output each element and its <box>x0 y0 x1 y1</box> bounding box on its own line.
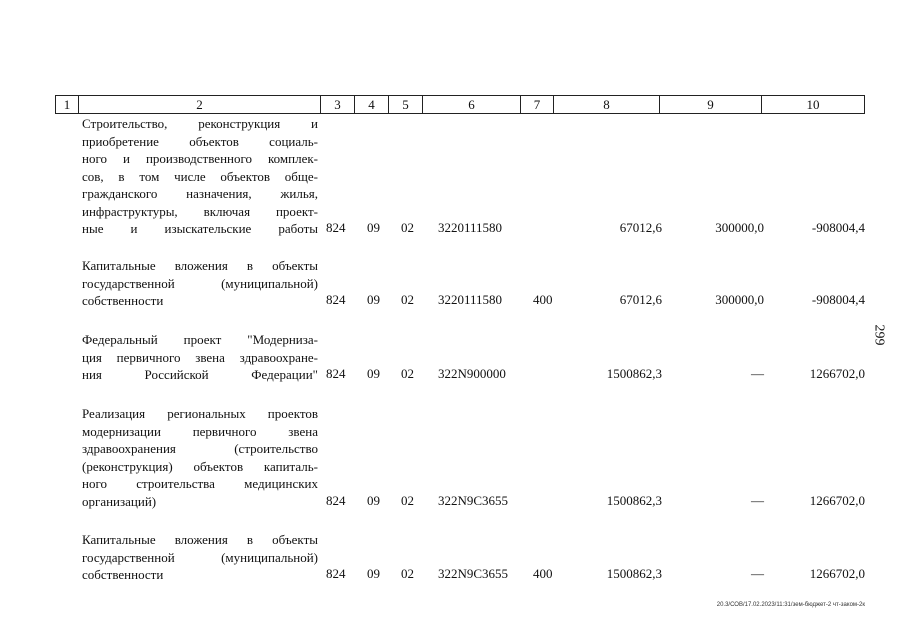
row-description <box>82 331 318 384</box>
cell-ministry: 824 <box>326 566 346 581</box>
cell-ministry: 824 <box>326 292 346 307</box>
cell-ministry: 824 <box>326 493 346 508</box>
desc-line: организаций) <box>82 493 157 509</box>
desc-line: государственной (муниципальной) <box>82 549 318 565</box>
row-description <box>82 115 318 238</box>
cell-amount-8: 1500862,3 <box>606 566 662 581</box>
cell-section: 09 <box>367 220 380 235</box>
desc-line: сов, в том числе объектов обще- <box>82 168 318 184</box>
cell-amount-9: 300000,0 <box>715 220 764 235</box>
desc-line: инфраструктуры, включая проект- <box>82 203 318 219</box>
page-number: 299 <box>871 324 887 346</box>
cell-amount-8: 67012,6 <box>619 292 662 307</box>
cell-subsection: 02 <box>401 220 414 235</box>
desc-line: ного и производственного комплек- <box>82 151 318 166</box>
row-description <box>82 405 318 510</box>
cell-target-article: 322N900000 <box>438 366 506 381</box>
header-row-table <box>55 95 865 114</box>
desc-line: Капитальные вложения в объекты <box>82 258 318 273</box>
header-col-8: 8 <box>554 96 660 114</box>
cell-amount-8: 1500862,3 <box>606 366 662 381</box>
cell-target-article: 322N9C3655 <box>438 566 509 581</box>
cell-amount-9: — <box>751 566 764 581</box>
header-col-5: 5 <box>389 96 423 114</box>
cell-ministry: 824 <box>326 220 346 235</box>
header-col-3: 3 <box>321 96 355 114</box>
header-col-10: 10 <box>762 96 865 114</box>
header-col-6: 6 <box>423 96 521 114</box>
cell-expense-type: 400 <box>533 292 553 307</box>
row-description <box>82 531 318 584</box>
desc-line: приобретение объектов социаль- <box>82 133 318 149</box>
cell-section: 09 <box>367 566 380 581</box>
header-col-1: 1 <box>56 96 79 114</box>
cell-section: 09 <box>367 493 380 508</box>
cell-section: 09 <box>367 292 380 307</box>
cell-subsection: 02 <box>401 566 414 581</box>
desc-line: здравоохранения (строительство <box>82 441 318 456</box>
desc-line: ния Российской Федерации" <box>82 367 318 382</box>
desc-line: собственности <box>82 293 164 308</box>
desc-line: собственности <box>82 567 164 582</box>
row-description <box>82 257 318 310</box>
desc-line: ция первичного звена здравоохране- <box>82 349 318 365</box>
desc-line: гражданского назначения, жилья, <box>82 186 318 201</box>
cell-amount-10: 1266702,0 <box>809 566 865 581</box>
cell-amount-10: 1266702,0 <box>809 493 865 508</box>
header-col-7: 7 <box>521 96 554 114</box>
desc-line: Федеральный проект "Модерниза- <box>82 332 318 347</box>
desc-line: модернизации первичного звена <box>82 423 318 439</box>
desc-line: (реконструкция) объектов капиталь- <box>82 458 318 474</box>
cell-amount-10: -908004,4 <box>811 220 865 235</box>
cell-amount-9: — <box>751 493 764 508</box>
cell-amount-10: -908004,4 <box>811 292 865 307</box>
print-footer: 20.3/СОВ/17.02.2023/11:31/зем-бюджет-2 чт-заком-2к <box>716 602 865 608</box>
cell-section: 09 <box>367 366 380 381</box>
header-col-9: 9 <box>660 96 762 114</box>
cell-subsection: 02 <box>401 493 414 508</box>
cell-amount-9: — <box>751 366 764 381</box>
cell-subsection: 02 <box>401 292 414 307</box>
cell-target-article: 322N9C3655 <box>438 493 509 508</box>
desc-line: ного строительства медицинских <box>82 476 318 491</box>
desc-line: Реализация региональных проектов <box>82 406 318 421</box>
cell-ministry: 824 <box>326 366 346 381</box>
desc-line: Капитальные вложения в объекты <box>82 532 318 547</box>
cell-amount-8: 1500862,3 <box>606 493 662 508</box>
header-row <box>56 96 865 114</box>
desc-line: государственной (муниципальной) <box>82 275 318 291</box>
cell-amount-8: 67012,6 <box>619 220 662 235</box>
cell-subsection: 02 <box>401 366 414 381</box>
cell-amount-10: 1266702,0 <box>809 366 865 381</box>
header-col-4: 4 <box>355 96 389 114</box>
desc-line: ные и изыскательские работы <box>82 221 318 236</box>
cell-amount-9: 300000,0 <box>715 292 764 307</box>
header-col-2: 2 <box>79 96 321 114</box>
cell-target-article: 3220111580 <box>438 220 503 235</box>
desc-line: Строительство, реконструкция и <box>82 116 318 131</box>
cell-expense-type: 400 <box>533 566 553 581</box>
cell-target-article: 3220111580 <box>438 292 503 307</box>
